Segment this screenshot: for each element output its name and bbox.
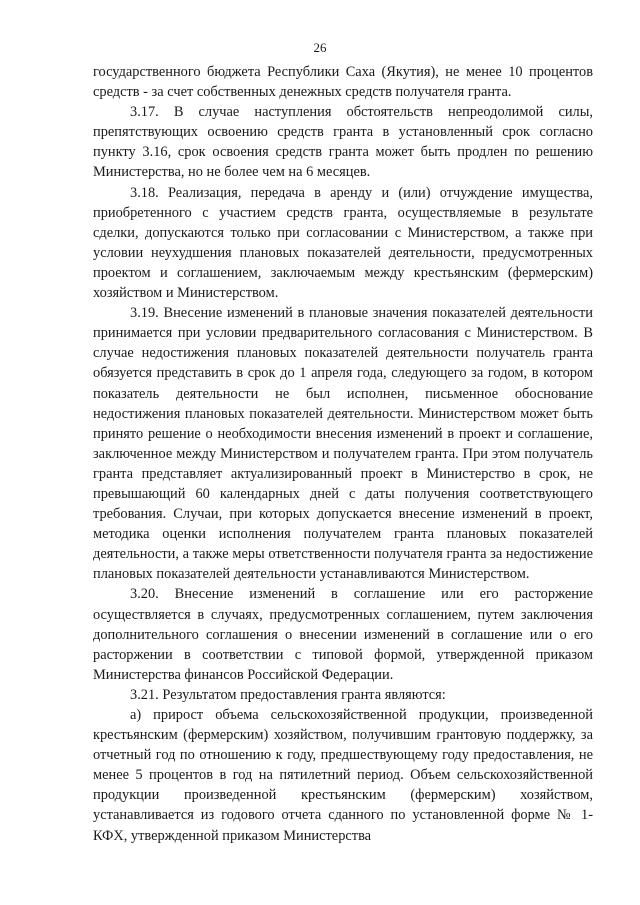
paragraph-3-19: 3.19. Внесение изменений в плановые значения показателей деятельности принимается при условии предварительного согласования с Министерством. В случае недостижения плановых показателей деятельности получатель гранта обязуется представить в срок до 1 апреля года, следующего за годом, в котором показатель деятельности не был исполнен, письменное обоснование недостижения плановых показателей деятельности. Министерством может быть принято решение о необходимости внесения изменений в проект и соглашение, заключенное между Министерством и получателем гранта. При этом получатель гранта представляет актуализированный проект в Министерство в срок, не превышающий 60 календарных дней с даты получения соответствующего требования. Случаи, при которых допускается внесение изменений в проект, методика оценки исполнения получателем гранта плановых показателей деятельности, а также меры ответственности получателя гранта за недостижение плановых показателей деятельности устанавливаются Министерством. bbox=[93, 305, 593, 583]
paragraph-3-20: 3.20. Внесение изменений в соглашение или его расторжение осуществляется в случаях, предусмотренных соглашением, путем заключения дополнительного соглашения о внесении изменений в соглашение или о его расторжении в соответствии с типовой формой, утвержденной приказом Министерства финансов Российской Федерации. bbox=[93, 586, 593, 683]
paragraph-3-21-a: а) прирост объема сельскохозяйственной продукции, произведенной крестьянским (фермерским) хозяйством, получившим грантовую поддержку, за отчетный год по отношению к году, предшествующему году предоставления, не менее 5 процентов в год на пятилетний период. Объем сельскохозяйственной продукции произведенной крестьянским (фермерским) хозяйством, устанавливается из годового отчета сданного по установленной форме № 1-КФХ, утвержденной приказом Министерства bbox=[93, 707, 593, 844]
paragraph-3-21: 3.21. Результатом предоставления гранта являются: bbox=[130, 686, 446, 703]
document-body bbox=[93, 62, 593, 846]
paragraph-continuation: государственного бюджета Республики Саха (Якутия), не менее 10 процентов средств - за счет собственных денежных средств получателя гранта. bbox=[93, 64, 593, 101]
paragraph-3-18: 3.18. Реализация, передача в аренду и (или) отчуждение имущества, приобретенного с участием средств гранта, осуществляемые в результате сделки, допускаются только при согласовании с Министерством, а также при условии неухудшения плановых показателей деятельности, предусмотренных проектом и соглашением, заключаемым между крестьянским (фермерским) хозяйством и Министерством. bbox=[93, 184, 593, 302]
page-number: 26 bbox=[313, 40, 327, 55]
paragraph-3-17: 3.17. В случае наступления обстоятельств непреодолимой силы, препятствующих освоению средств гранта в установленный срок согласно пункту 3.16, срок освоения средств гранта может быть продлен по решению Министерства, но не более чем на 6 месяцев. bbox=[93, 104, 593, 181]
